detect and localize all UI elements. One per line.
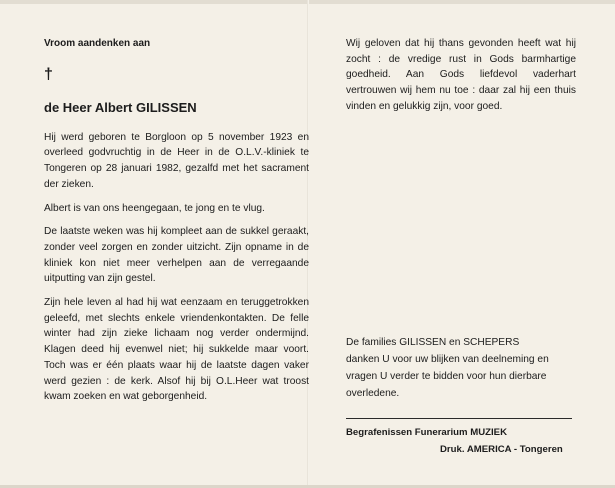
left-page — [44, 36, 309, 413]
right-page — [346, 36, 576, 123]
families-line: overledene. — [346, 388, 400, 399]
divider-line — [346, 418, 572, 419]
families-thanks — [346, 334, 576, 402]
faith-paragraph: Wij geloven dat hij thans gevonden heeft wat hij zocht : de vredige rust in Gods barmhartige goedheid. Aan Gods liefdevol vaderhart vertrouwen wij hem nu toe : daar zal hij een thuis vinden en gelukkig zijn, voor goed. — [346, 38, 576, 112]
cross-symbol: † — [44, 65, 53, 83]
printer-credit: Druk. AMERICA - Tongeren — [440, 444, 563, 455]
deceased-name: de Heer Albert GILISSEN — [44, 99, 197, 115]
families-line: danken U voor uw blijken van deelneming en — [346, 354, 549, 365]
families-line: De families GILISSEN en SCHEPERS — [346, 337, 520, 348]
families-line: vragen U verder te bidden voor hun dierbare — [346, 371, 547, 382]
departure-paragraph: Albert is van ons heengegaan, te jong en te vlug. — [44, 202, 265, 214]
birth-death-paragraph: Hij werd geboren te Borgloon op 5 november 1923 en overleed godvruchtig in de Heer in de O.L.V.-kliniek te Tongeren op 28 januari 1982, gezalfd met het sacrament der zieken. — [44, 131, 309, 190]
illness-paragraph: De laatste weken was hij kompleet aan de sukkel geraakt, zonder veel zorgen en zonder uitzicht. Zijn opname in de kliniek kon niet meer verhelpen aan de verregaande uitputting van zijn gestel. — [44, 226, 309, 285]
undertaker-credit: Begrafenissen Funerarium MUZIEK — [346, 427, 507, 438]
memorial-heading: Vroom aandenken aan — [44, 38, 151, 49]
life-paragraph: Zijn hele leven al had hij wat eenzaam en teruggetrokken geleefd, met slechts enkele vriendenkontakten. De felle winter had zijn zieke lichaam nog verder ondermijnd. Klagen deed hij evenwel niet; hij sukkelde maar voort. Toch was er één plaats waar hij de laatste dagen vaker werd gezien : de kerk. Alsof hij bij O.L.Heer wat troost kwam zoeken en wat geborgenheid. — [44, 297, 309, 403]
